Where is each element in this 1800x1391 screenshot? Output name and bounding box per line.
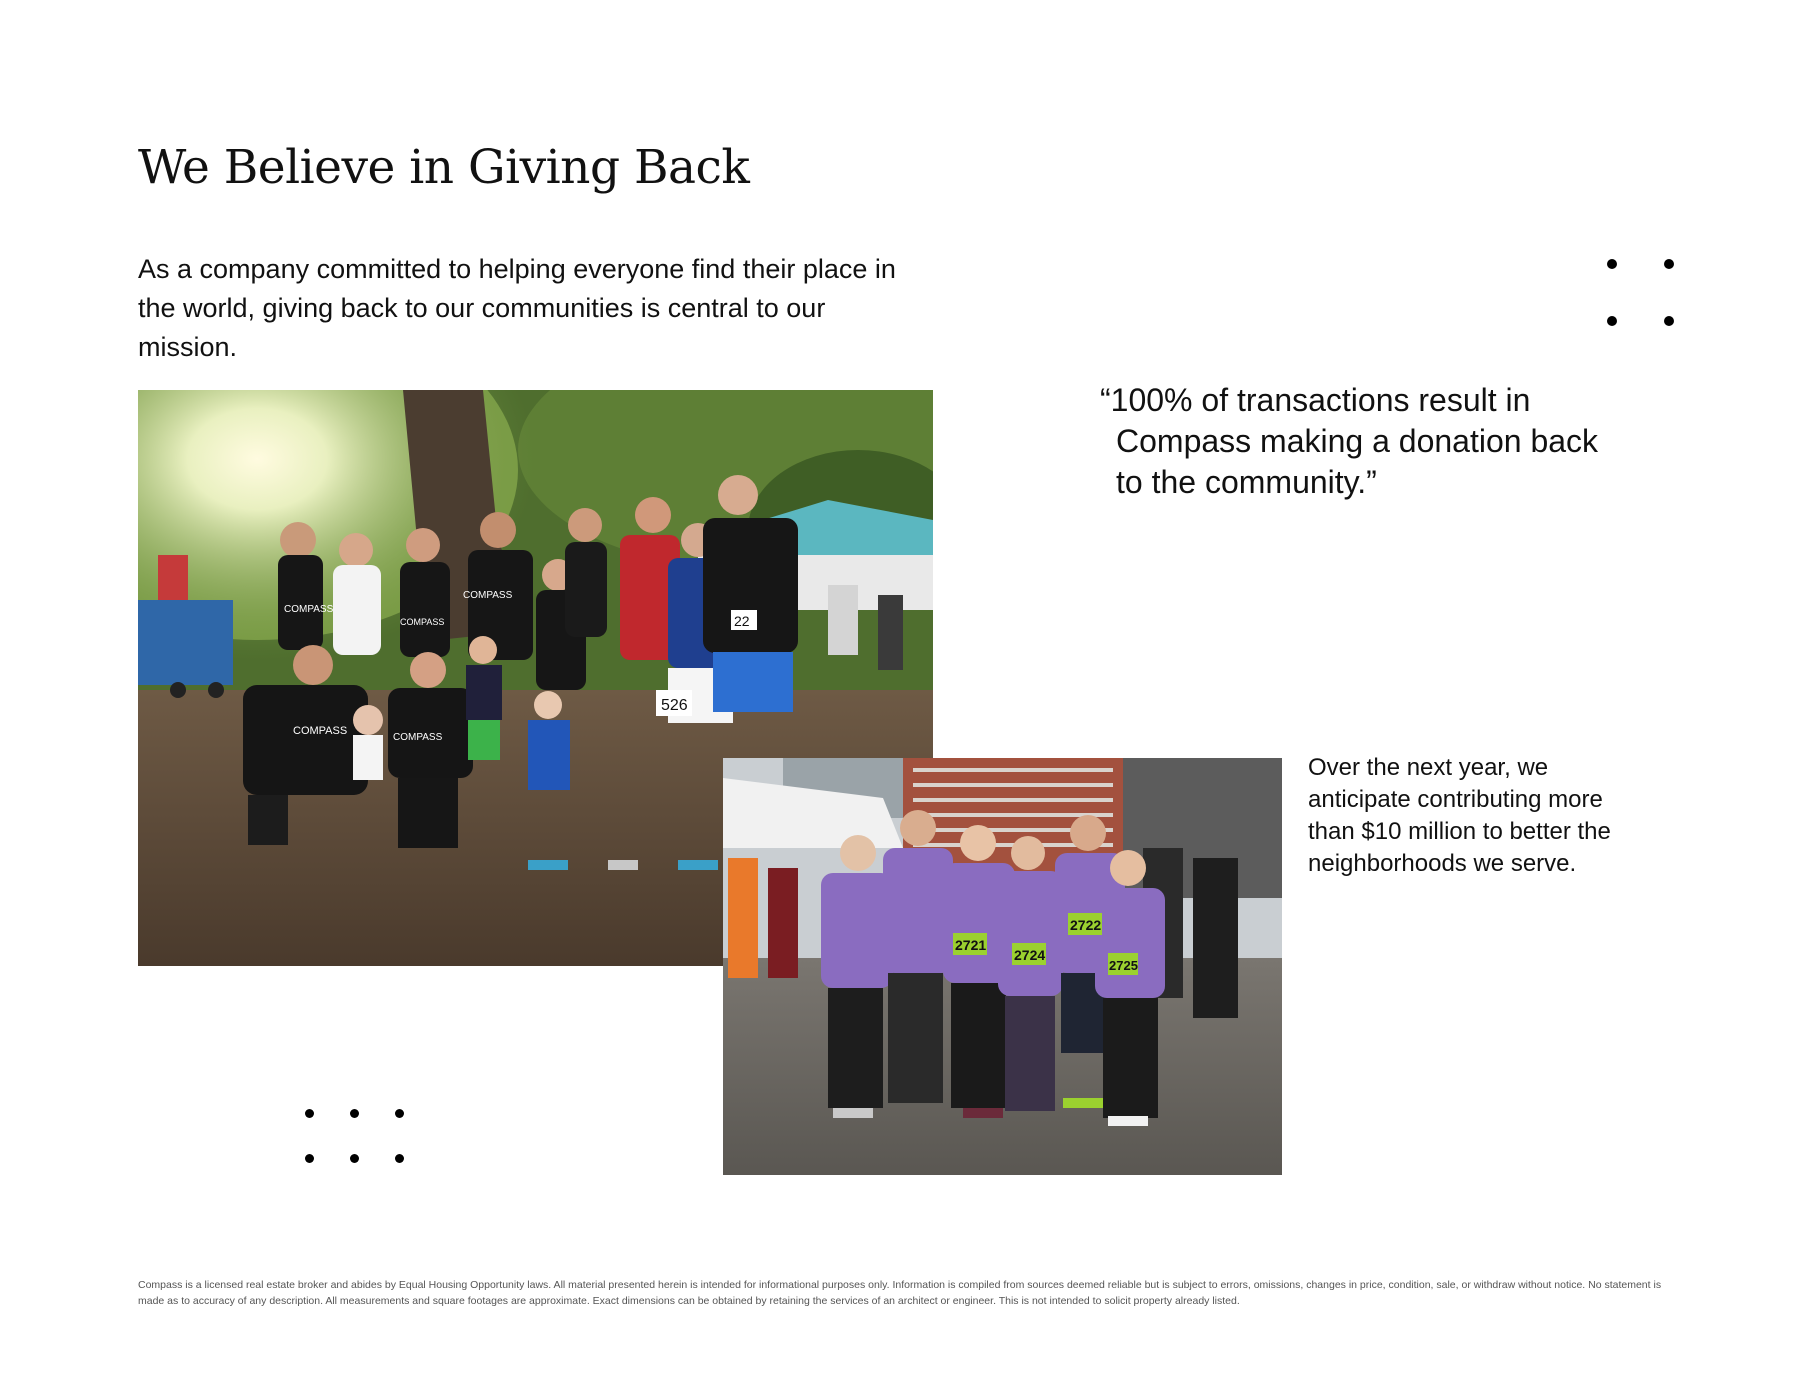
dot-icon: [1664, 316, 1674, 326]
bib-number: 526: [661, 697, 688, 714]
photo-group-purple-shirts: [723, 758, 1282, 1175]
photo-group-purple-shirts-image: [723, 758, 1282, 1175]
bib-number: 2722: [1070, 917, 1102, 933]
quote-line: “100% of transactions result in: [1100, 382, 1531, 418]
shirt-logo-text: COMPASS: [284, 604, 334, 615]
side-paragraph: Over the next year, we anticipate contributing more than $10 million to better the neighborhoods we serve.: [1308, 754, 1611, 877]
intro-paragraph: As a company committed to helping everyone find their place in the world, giving back to our communities is central to our mission.: [138, 254, 896, 362]
shirt-logo-text: COMPASS: [400, 617, 445, 627]
pull-quote: [1100, 380, 1660, 503]
dot-icon: [305, 1109, 314, 1118]
page-title: We Believe in Giving Back: [138, 140, 750, 195]
dot-icon: [1664, 259, 1674, 269]
dot-icon: [350, 1154, 359, 1163]
dot-icon: [395, 1109, 404, 1118]
bib-number: 22: [734, 613, 750, 629]
shirt-logo-text: COMPASS: [293, 725, 348, 737]
dot-icon: [305, 1154, 314, 1163]
dot-icon: [350, 1109, 359, 1118]
bib-number: 2724: [1014, 947, 1046, 963]
bib-number: 2721: [955, 937, 987, 953]
dot-icon: [1607, 259, 1617, 269]
shirt-logo-text: COMPASS: [393, 732, 443, 743]
shirt-logo-text: COMPASS: [463, 590, 513, 601]
dot-icon: [395, 1154, 404, 1163]
bib-number: 2725: [1109, 958, 1138, 973]
quote-line: Compass making a donation back: [1116, 423, 1599, 459]
legal-disclaimer: Compass is a licensed real estate broker and abides by Equal Housing Opportunity laws. All material presented herein is intended for informational purposes only. Information is compiled from sources deemed reliable but is subject to errors, omissions, changes in price, condition, sale, or withdraw without notice. No statement is made as to accuracy of any description. All measurements and square footages are approximate. Exact dimensions can be obtained by retaining the services of an architect or engineer. This is not intended to solicit property already listed.: [138, 1279, 1662, 1307]
quote-line: to the community.”: [1116, 464, 1377, 500]
dot-icon: [1607, 316, 1617, 326]
